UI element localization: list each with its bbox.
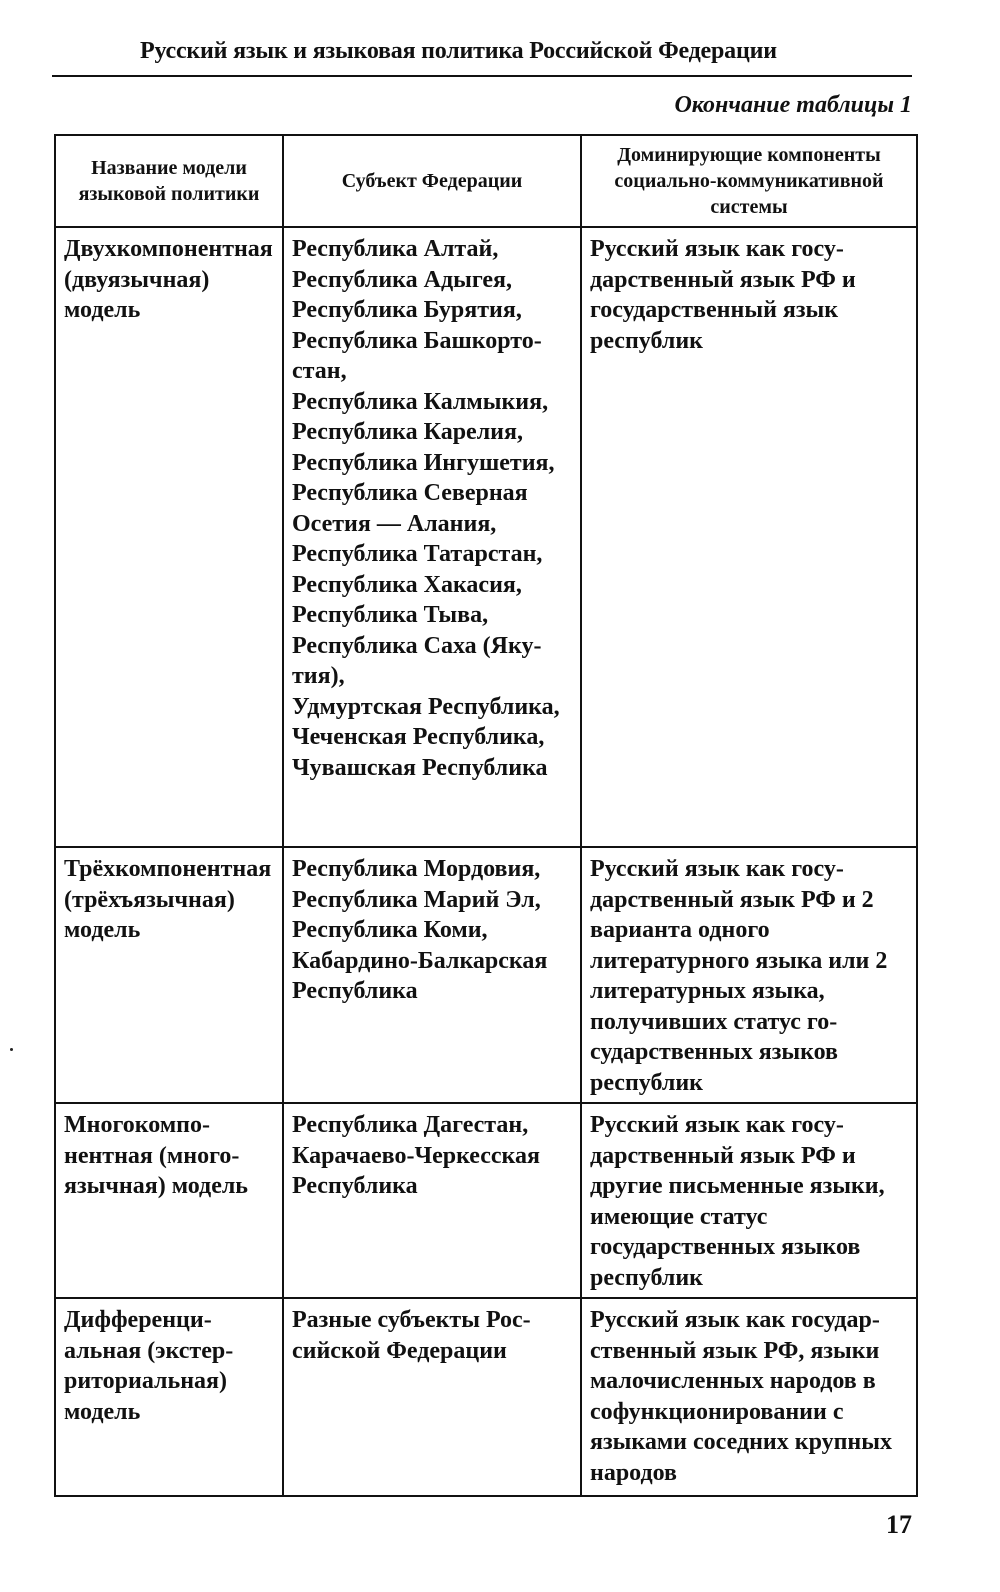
column-header-model: Название модели языковой политики (55, 135, 283, 227)
model-name: Дифференциальная (64, 1307, 212, 1364)
components-cell: Русский язык как государственный язык РФ и другие письменные языки, имеющие статус государственных языков республик (581, 1103, 917, 1298)
subject-item: Республика Марий Эл, (292, 886, 541, 913)
table-row (55, 227, 917, 847)
subject-item: Чеченская Республика, (292, 724, 545, 750)
model-description: (многоязычная) модель (64, 1142, 248, 1199)
column-header-components: Доминирующие компоненты социально-коммуникативной системы (581, 135, 917, 227)
subject-item: Чувашская Республика (292, 754, 548, 781)
model-name-cell (55, 1298, 283, 1496)
running-head: Русский язык и языковая политика Российской Федерации (140, 38, 777, 64)
table-row (55, 1298, 917, 1496)
model-description: (двуязычная) модель (64, 266, 210, 323)
subject-item: Удмуртская Республика, (292, 693, 560, 720)
subject-item: Республика Тыва, (292, 602, 489, 628)
subject-item: Республика Саха (Якутия), (292, 632, 542, 689)
models-table (54, 134, 918, 1497)
scan-speck (10, 1048, 13, 1051)
model-name-cell (55, 1103, 283, 1298)
subject-item: Республика Карелия, (292, 419, 523, 445)
subject-item: Карачаево-Черкесская Республика (292, 1142, 540, 1199)
subject-item: Республика Татарстан, (292, 541, 543, 567)
subject-item: Республика Северная Осетия — Алания, (292, 480, 528, 537)
table-row (55, 1103, 917, 1298)
subject-item: Республика Алтай, (292, 236, 499, 262)
subject-item: Республика Дагестан, (292, 1112, 529, 1138)
subject-cell (283, 1298, 581, 1496)
model-name: Многокомпонентная (64, 1112, 211, 1169)
subject-item: Разные субъекты Российской Федерации (292, 1307, 531, 1364)
page-number: 17 (886, 1510, 912, 1539)
subject-item: Республика Ингушетия, (292, 449, 555, 476)
components-cell: Русский язык как государственный язык РФ и государственный язык республик (581, 227, 917, 847)
subject-item: Республика Коми, (292, 917, 488, 943)
column-header-subject: Субъект Федерации (283, 135, 581, 227)
model-name: Трёхкомпонентная (64, 856, 272, 882)
components-cell: Русский язык как государственный язык РФ и 2 варианта одного литературного языка или 2 литературных языка, получивших статус государственных языков республик (581, 847, 917, 1103)
subject-cell (283, 1103, 581, 1298)
model-description: (трёхъязычная) модель (64, 886, 235, 943)
table-row (55, 847, 917, 1103)
table-caption: Окончание таблицы 1 (674, 92, 912, 118)
subject-item: Республика Башкортостан, (292, 327, 542, 384)
model-description: (экстерриториальная) модель (64, 1337, 234, 1425)
model-name-cell (55, 227, 283, 847)
subject-item: Республика Калмыкия, (292, 388, 549, 415)
model-name: Двухкомпонентная (64, 236, 273, 262)
subject-cell (283, 847, 581, 1103)
subject-item: Республика Адыгея, (292, 266, 513, 293)
components-cell: Русский язык как государственный язык РФ, языки малочисленных народов в софункционировании с языками соседних крупных народов (581, 1298, 917, 1496)
subject-item: Республика Хакасия, (292, 571, 522, 598)
subject-item: Кабардино-Балкарская Республика (292, 947, 548, 1004)
header-divider (52, 75, 912, 77)
subject-item: Республика Бурятия, (292, 297, 522, 323)
subject-item: Республика Мордовия, (292, 856, 541, 882)
subject-cell (283, 227, 581, 847)
table-header-row (55, 135, 917, 227)
model-name-cell (55, 847, 283, 1103)
